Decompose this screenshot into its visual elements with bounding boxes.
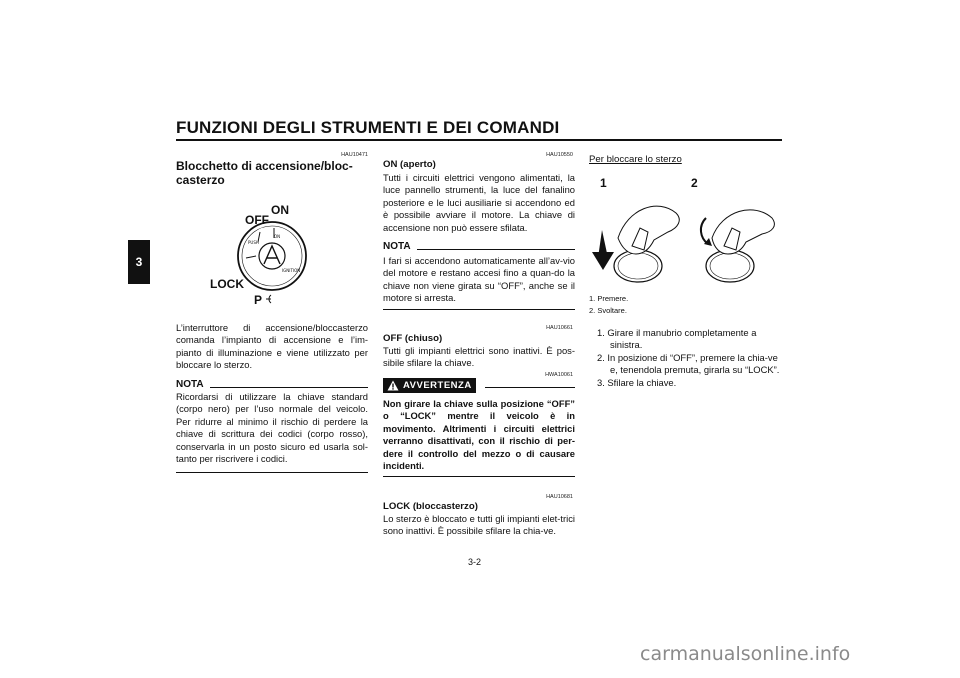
off-title: OFF (chiuso): [383, 333, 443, 344]
warning-triangle-icon: [387, 380, 399, 391]
on-title: ON (aperto): [383, 159, 436, 170]
chapter-tab: [128, 240, 150, 284]
off-code: HAU10661: [546, 325, 573, 331]
heading-line-1: Blocchetto di accensione/bloc-: [176, 159, 353, 173]
page-number: 3-2: [468, 557, 482, 567]
section-code: HAU10471: [341, 152, 368, 158]
nota-rule-top-2: [417, 249, 575, 250]
nota-text-1: Ricordarsi di utilizzare la chiave standard (corpo nero) per l’uso normale del veicolo. Per ridurre al minimo il rischio di perdere la chiave di scrittura dei codici (corpo rosso), conservarla in un posto sicuro ed usarla sol-tanto per riscrivere i codici.: [176, 391, 368, 465]
nota-rule-bottom-1: [176, 472, 368, 473]
svg-text:ON: ON: [274, 234, 281, 239]
label-lock: LOCK: [210, 277, 244, 291]
chapter-number: 3: [135, 255, 143, 269]
intro-text: L’interruttore di accensione/bloccasterzo comanda l’impianto di accensione e l’im-pianto di illuminazione e viene utilizzato per bloccare lo sterzo.: [176, 322, 368, 371]
nota-title-1: NOTA: [176, 379, 204, 390]
svg-text:PUSH: PUSH: [248, 240, 259, 245]
section-heading: [176, 159, 376, 187]
heading-line-2: casterzo: [176, 173, 225, 187]
lock-title: LOCK (bloccasterzo): [383, 501, 478, 512]
figure-number-2: 2: [691, 176, 698, 190]
label-p: P: [254, 293, 263, 307]
parking-arrow-icon: [263, 293, 273, 305]
warning-text: Non girare la chiave sulla posizione “OFF” o “LOCK” mentre il veicolo è in movimento. Altrimenti i circuiti elettrici verranno disattivati, con il rischio di per-dere il controllo del mezzo o di causare incidenti.: [383, 398, 575, 472]
lock-code: HAU10681: [546, 494, 573, 500]
nota-rule-bottom-2: [383, 309, 575, 310]
on-code: HAU10550: [546, 152, 573, 158]
ignition-switch-figure: [200, 198, 340, 308]
step-1: 1. Girare il manubrio completamente a sinistra.: [597, 327, 757, 351]
page-title: FUNZIONI DEGLI STRUMENTI E DEI COMANDI: [176, 118, 560, 137]
header-rule: [176, 139, 782, 141]
warning-box: [383, 378, 476, 393]
warning-code: HWA10061: [545, 372, 573, 378]
watermark: carmanualsonline.info: [640, 643, 851, 665]
on-text: Tutti i circuiti elettrici vengono alimentati, la luce pannello strumenti, la luce del fanalino posteriore e le luci ausiliarie si accendono ed è possibile avviare il motore. La chiave di accensione non può essere sfilata.: [383, 172, 575, 233]
svg-text:IGNITION: IGNITION: [282, 268, 301, 273]
caption-2: 2. Svoltare.: [589, 306, 627, 315]
step-2: 2. In posizione di “OFF”, premere la chia-ve e, tenendola premuta, girarla su “LOCK”.: [597, 351, 780, 376]
label-off: OFF: [245, 213, 269, 227]
figure-number-1: 1: [600, 176, 607, 190]
nota-text-2: I fari si accendono automaticamente all’av-vio del motore e restano accesi fino a quan-do la chiave non viene girata su “OFF”, anche se il motore si arresta.: [383, 255, 575, 304]
off-text: Tutti gli impianti elettrici sono inattivi. È pos-sibile sfilare la chiave.: [383, 345, 575, 369]
lock-text: Lo sterzo è bloccato e tutti gli impianti elet-trici sono inattivi. È possibile sfilare la chia-ve.: [383, 513, 575, 537]
caption-1: 1. Premere.: [589, 294, 629, 303]
nota-rule-top-1: [210, 387, 368, 388]
warning-rule-bottom: [383, 476, 575, 477]
steering-lock-figure: [588, 188, 784, 290]
nota-title-2: NOTA: [383, 241, 411, 252]
step-3: 3. Sfilare la chiave.: [597, 376, 677, 388]
label-on: ON: [271, 203, 289, 217]
warning-label: AVVERTENZA: [403, 380, 472, 391]
steering-lock-title: Per bloccare lo sterzo: [589, 154, 682, 165]
warning-rule-top: [485, 387, 575, 388]
steps-list: [597, 327, 782, 389]
